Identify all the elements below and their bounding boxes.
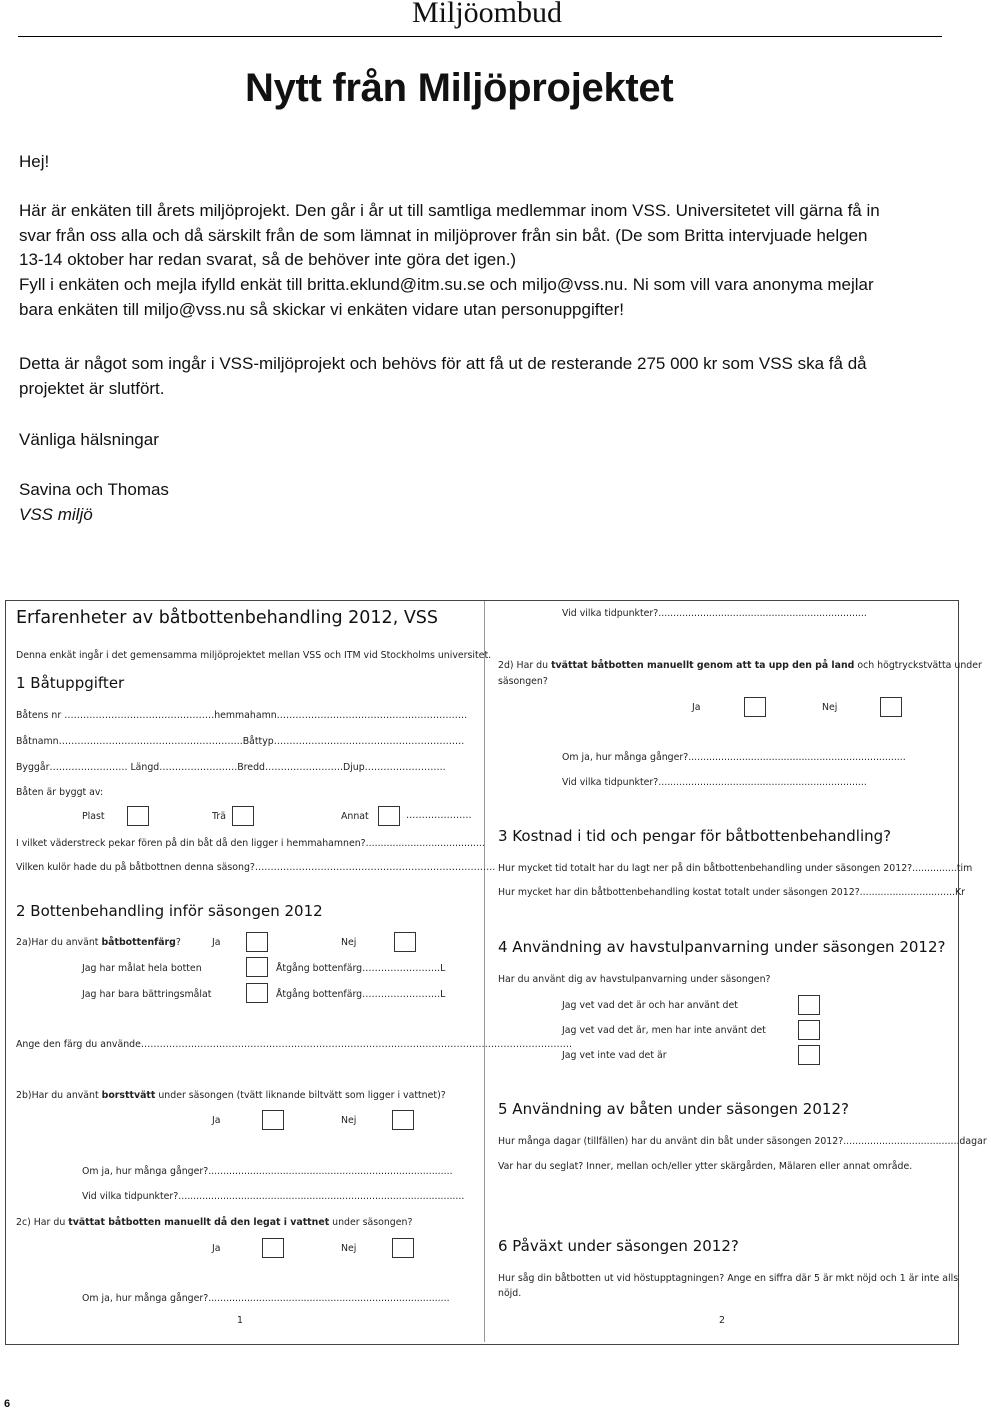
signature-org: VSS miljö xyxy=(19,504,93,524)
q3a-field[interactable]: Hur mycket tid totalt har du lagt ner på din båtbottenbehandling under säsongen 2012?...............tim xyxy=(498,863,973,874)
q2a-nej-label: Nej xyxy=(341,937,357,948)
q2c-label: 2c) Har du tvättat båtbotten manuellt då den legat i vattnet under säsongen? xyxy=(16,1217,413,1228)
q2d-label: 2d) Har du tvättat båtbotten manuellt genom att ta upp den på land och högtryckstvätta under xyxy=(498,660,982,671)
q2a-ja-label: Ja xyxy=(212,937,221,948)
section-1-title: 1 Båtuppgifter xyxy=(16,674,125,692)
batens-nr-field[interactable]: Båtens nr …………………………………………hemmahamn……………………………………………………. xyxy=(16,710,468,721)
form-intro: Denna enkät ingår i det gemensamma miljöprojektet mellan VSS och ITM vid Stockholms universitet. xyxy=(16,650,492,661)
q2b-nej-label: Nej xyxy=(341,1115,357,1126)
atgang-field-1[interactable]: Åtgång bottenfärg…………………….L xyxy=(276,963,446,974)
byggar-field[interactable]: Byggår……………………. Längd…………………….Bredd…………………….Djup…………………….. xyxy=(16,762,446,773)
q2a-ja-checkbox[interactable] xyxy=(246,932,268,952)
q2b-ja-label: Ja xyxy=(212,1115,221,1126)
greeting xyxy=(19,150,941,175)
q2c-nej-checkbox[interactable] xyxy=(392,1238,414,1258)
q2b-vid-vilka-field[interactable]: Vid vilka tidpunkter?................................................................................................ xyxy=(82,1191,465,1202)
q2d-ja-checkbox[interactable] xyxy=(744,697,766,717)
para1-line: Fyll i enkäten och mejla ifylld enkät till britta.eklund@itm.su.se och miljo@vss.nu. Ni som vill vara anonyma mejlar xyxy=(19,275,874,295)
form-heading: Erfarenheter av båtbottenbehandling 2012, VSS xyxy=(16,608,439,628)
q2c-ja-checkbox[interactable] xyxy=(262,1238,284,1258)
para2-line: Detta är något som ingår i VSS-miljöprojekt och behövs för att få ut de resterande 275 000 kr som VSS ska få då xyxy=(19,354,867,373)
para1-line: bara enkäten till miljo@vss.nu så skickar vi enkäten vidare utan personuppgifter! xyxy=(19,299,625,319)
q2d-vid-vilka-field[interactable]: Vid vilka tidpunkter?...................................................................... xyxy=(562,777,867,788)
q2d-om-ja-field[interactable]: Om ja, hur många gånger?......................................................................... xyxy=(562,752,906,763)
para1-line: svar från oss alla och då särskilt från de som lämnat in miljöprover från sin båt. (De som Britta intervjuade helgen xyxy=(19,225,868,245)
tra-label: Trä xyxy=(212,811,226,822)
section-6-title: 6 Påväxt under säsongen 2012? xyxy=(498,1237,739,1255)
q2b-label: 2b)Har du använt borsttvätt under säsongen (tvätt liknande biltvätt som ligger i vattnet)? xyxy=(16,1090,446,1101)
q2d-nej-checkbox[interactable] xyxy=(880,697,902,717)
closing-text: Vänliga hälsningar xyxy=(19,430,159,449)
q5a-field[interactable]: Hur många dagar (tillfällen) har du använt din båt under säsongen 2012?.......................................dagar xyxy=(498,1136,987,1147)
q4-option-3-checkbox[interactable] xyxy=(798,1045,820,1065)
q2b-om-ja-field[interactable]: Om ja, hur många gånger?.................................................................................. xyxy=(82,1166,453,1177)
closing xyxy=(19,428,941,453)
q3b-field[interactable]: Hur mycket har din båtbottenbehandling kostat totalt under säsongen 2012?................................Kr xyxy=(498,887,966,898)
page-divider xyxy=(484,601,485,1342)
signature: Savina och Thomas xyxy=(19,480,169,499)
malat-hela-label: Jag har målat hela botten xyxy=(82,963,202,974)
farg-field[interactable]: Ange den färg du använde………………………………………………………………………………………………………………………… xyxy=(16,1039,573,1050)
q4-option-2-label: Jag vet vad det är, men har inte använt det xyxy=(562,1025,766,1036)
form-page-number-1: 1 xyxy=(237,1315,243,1326)
q2b-nej-checkbox[interactable] xyxy=(392,1110,414,1130)
annat-field[interactable]: ………………… xyxy=(406,810,472,821)
batnamn-field[interactable]: Båtnamn…………………………………………………..Båttyp……………………………………………………. xyxy=(16,736,465,747)
q2d-label-line2: säsongen? xyxy=(498,676,548,687)
q2c-ja-label: Ja xyxy=(212,1243,221,1254)
q4-option-1-checkbox[interactable] xyxy=(798,995,820,1015)
annat-label: Annat xyxy=(341,811,369,822)
q4-option-1-label: Jag vet vad det är och har använt det xyxy=(562,1000,738,1011)
article-title: Nytt från Miljöprojektet xyxy=(245,66,674,110)
q4-label: Har du använt dig av havstulpanvarning under säsongen? xyxy=(498,974,771,985)
q4-option-3-label: Jag vet inte vad det är xyxy=(562,1050,667,1061)
battringsmalat-label: Jag har bara bättringsmålat xyxy=(82,989,212,1000)
greeting-text: Hej! xyxy=(19,152,50,171)
annat-checkbox[interactable] xyxy=(378,806,400,826)
section-5-title: 5 Användning av båten under säsongen 2012? xyxy=(498,1100,849,1118)
byggt-av-label: Båten är byggt av: xyxy=(16,787,104,798)
q2d-nej-label: Nej xyxy=(822,702,838,713)
running-header: Miljöombud xyxy=(411,0,562,29)
tra-checkbox[interactable] xyxy=(232,806,254,826)
battringsmalat-checkbox[interactable] xyxy=(246,983,268,1003)
letter-paragraph-1 xyxy=(19,199,941,323)
q2c-om-ja-field[interactable]: Om ja, hur många gånger?................................................................................. xyxy=(82,1293,450,1304)
para2-line: projektet är slutfört. xyxy=(19,378,165,398)
atgang-field-2[interactable]: Åtgång bottenfärg…………………….L xyxy=(276,989,446,1000)
q5b-label: Var har du seglat? Inner, mellan och/eller ytter skärgården, Mälaren eller annat område. xyxy=(498,1161,913,1172)
section-2-title: 2 Bottenbehandling inför säsongen 2012 xyxy=(16,902,323,920)
q4-option-2-checkbox[interactable] xyxy=(798,1020,820,1040)
signature-block xyxy=(19,478,941,527)
form-page-number-2: 2 xyxy=(719,1315,725,1326)
section-3-title: 3 Kostnad i tid och pengar för båtbottenbehandling? xyxy=(498,827,892,845)
q2a-label: 2a)Har du använt båtbottenfärg? xyxy=(16,937,181,948)
para1-line: 13-14 oktober har redan svarat, så de behöver inte göra det igen.) xyxy=(19,250,517,270)
page-number: 6 xyxy=(4,1398,11,1410)
q6-label-line2: nöjd. xyxy=(498,1288,522,1299)
letter-paragraph-2 xyxy=(19,352,941,401)
q2a-nej-checkbox[interactable] xyxy=(394,932,416,952)
q2d-ja-label: Ja xyxy=(692,702,701,713)
vaderstreck-field[interactable]: I vilket väderstreck pekar fören på din båt då den ligger i hemmahamnen?........................................ xyxy=(16,838,485,849)
plast-checkbox[interactable] xyxy=(127,806,149,826)
section-4-title: 4 Användning av havstulpanvarning under säsongen 2012? xyxy=(498,938,946,956)
kulor-field[interactable]: Vilken kulör hade du på båtbottnen denna säsong?………………………………………………………………….. xyxy=(16,862,496,873)
plast-label: Plast xyxy=(82,811,105,822)
para1-line: Här är enkäten till årets miljöprojekt. Den går i år ut till samtliga medlemmar inom VSS. Universitetet vill gärna få in xyxy=(19,201,880,220)
q2c-nej-label: Nej xyxy=(341,1243,357,1254)
vid-vilka-top-field[interactable]: Vid vilka tidpunkter?...................................................................... xyxy=(562,608,867,619)
header-rule xyxy=(18,36,942,37)
q6-label: Hur såg din båtbotten ut vid höstupptagningen? Ange en siffra där 5 är mkt nöjd och 1 är inte alls xyxy=(498,1273,959,1284)
q2b-ja-checkbox[interactable] xyxy=(262,1110,284,1130)
malat-hela-checkbox[interactable] xyxy=(246,957,268,977)
